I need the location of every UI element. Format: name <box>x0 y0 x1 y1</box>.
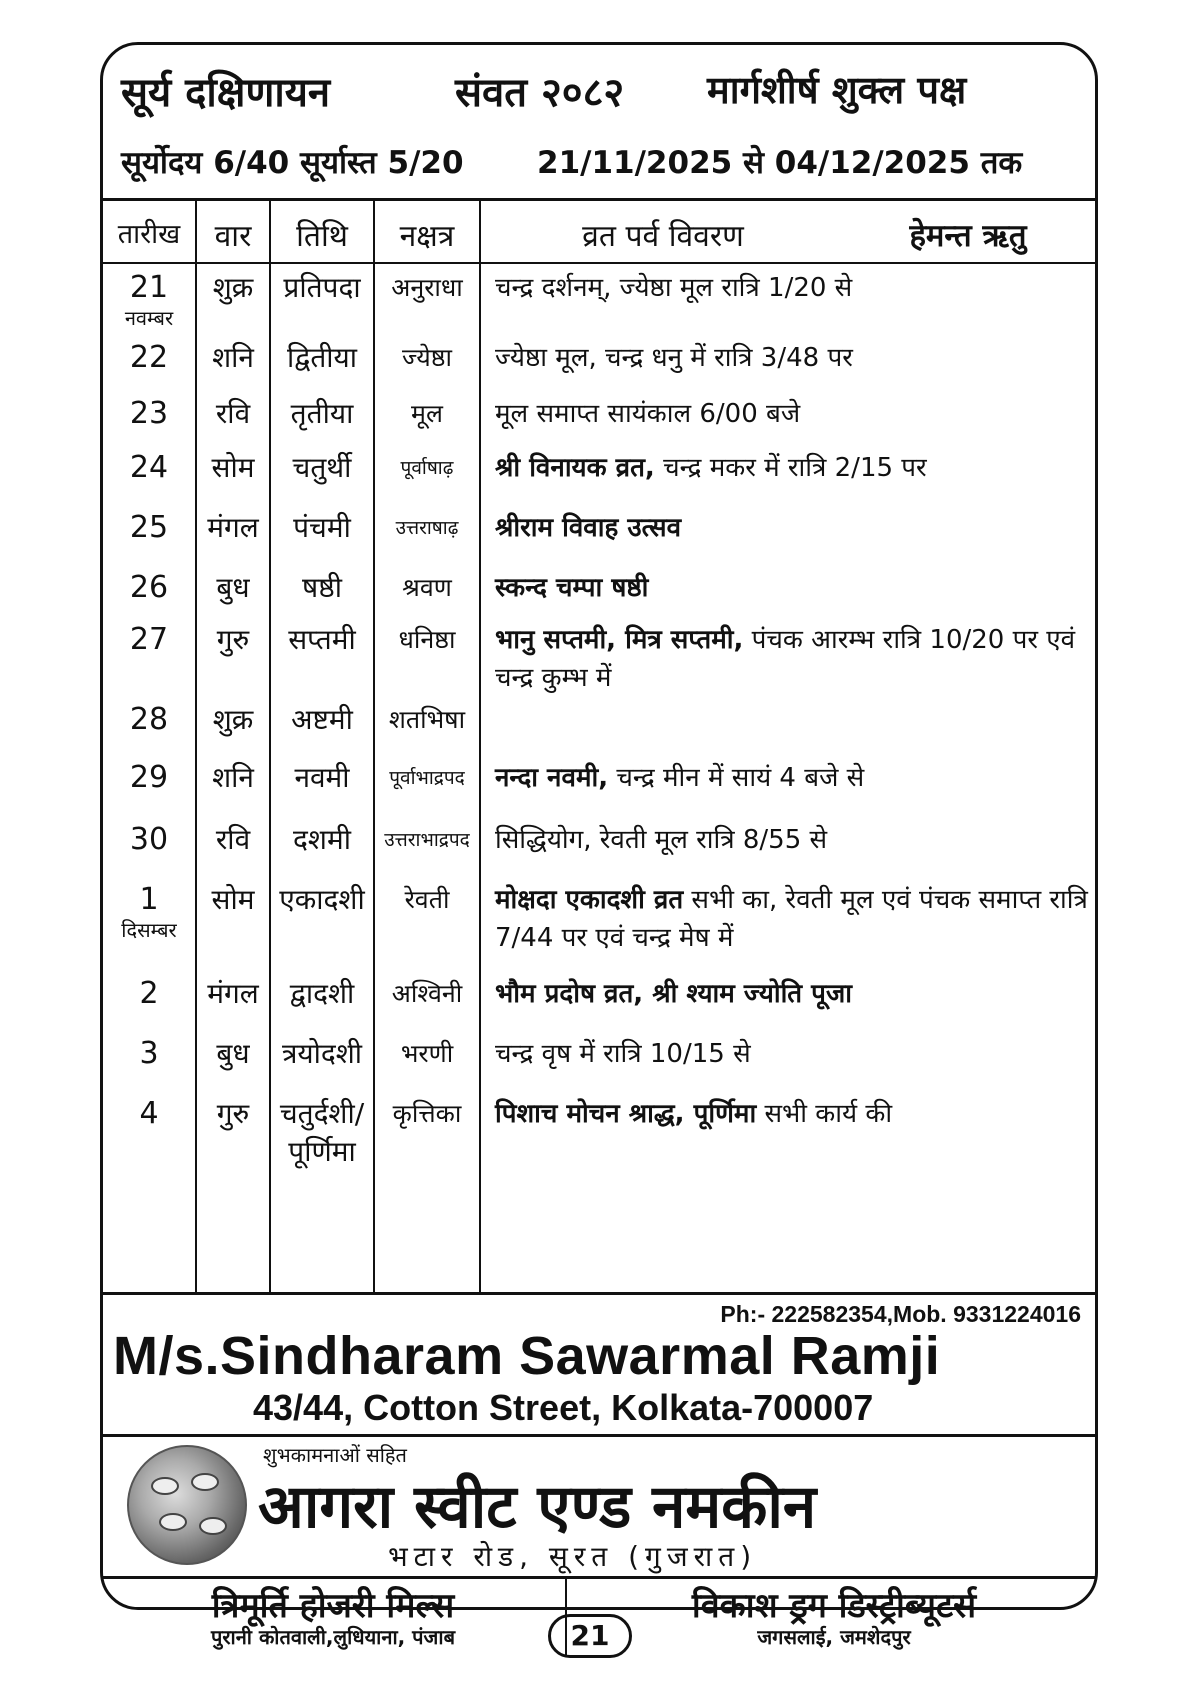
ad-sweet-name: आगरा स्वीट एण्ड नमकीन <box>258 1472 817 1542</box>
tithi-cell: नवमी <box>294 761 350 794</box>
masa-label: मार्गशीर्ष शुक्ल पक्ष <box>707 68 967 112</box>
nakshatra-cell: रेवती <box>404 885 450 914</box>
col-header-details: व्रत पर्व विवरण <box>582 219 744 254</box>
details-text: चन्द्र मीन में सायं 4 बजे से <box>608 763 865 793</box>
nakshatra-cell: मूल <box>411 399 443 428</box>
date-cell <box>103 975 195 1013</box>
var-cell: बुध <box>216 1037 250 1070</box>
date-range: 21/11/2025 से 04/12/2025 तक <box>537 145 1023 181</box>
var-cell: शुक्र <box>212 271 254 304</box>
details-cell <box>495 339 1095 377</box>
details-bold: भानु सप्तमी, मित्र सप्तमी, <box>495 625 744 655</box>
date-cell <box>103 269 195 329</box>
details-text: मूल समाप्त सायंकाल 6/00 बजे <box>495 399 801 429</box>
var-cell: गुरु <box>216 1097 250 1130</box>
ayan-label: सूर्य दक्षिणायन <box>121 70 331 116</box>
date-number: 30 <box>129 822 169 857</box>
ad-agra-sweet <box>103 1434 1095 1576</box>
details-cell <box>495 569 1095 607</box>
details-bold: पिशाच मोचन श्राद्ध, पूर्णिमा <box>495 1099 757 1129</box>
date-cell <box>103 509 195 547</box>
details-bold: श्रीराम विवाह उत्सव <box>495 513 682 543</box>
tithi-cell: प्रतिपदा <box>283 271 361 304</box>
column-divider <box>479 201 481 1292</box>
date-cell <box>103 821 195 859</box>
tithi-cell: पंचमी <box>293 511 351 544</box>
tithi-cell: चतुर्थी <box>292 451 352 484</box>
details-bold: श्री विनायक व्रत, <box>495 453 655 483</box>
month-label: नवम्बर <box>124 306 174 330</box>
var-cell: गुरु <box>216 623 250 656</box>
table-header-row <box>103 201 1095 264</box>
nakshatra-cell: भरणी <box>400 1039 454 1068</box>
col-header-tithi: तिथि <box>296 219 348 254</box>
details-cell <box>495 975 1095 1013</box>
details-text: सभी कार्य की <box>756 1099 893 1129</box>
date-number: 28 <box>129 702 169 737</box>
details-cell <box>495 395 1095 433</box>
nakshatra-cell: अनुराधा <box>391 273 463 302</box>
ad-phone: Ph:- 222582354,Mob. 9331224016 <box>720 1301 1081 1327</box>
date-cell <box>103 759 195 797</box>
date-cell <box>103 339 195 377</box>
details-bold: स्कन्द चम्पा षष्ठी <box>495 573 649 603</box>
ad-firm-name: M/s.Sindharam Sawarmal Ramji <box>113 1326 941 1386</box>
ad-address: 43/44, Cotton Street, Kolkata-700007 <box>253 1387 874 1428</box>
details-cell <box>495 1095 1095 1133</box>
details-bold: मोक्षदा एकादशी व्रत <box>495 885 684 915</box>
nakshatra-cell: ज्येष्ठा <box>401 343 452 372</box>
nakshatra-cell: शतभिषा <box>388 705 466 734</box>
details-bold: नन्दा नवमी, <box>495 763 609 793</box>
nakshatra-cell: अश्विनी <box>391 979 463 1008</box>
tithi-cell: षष्ठी <box>302 571 342 604</box>
month-label: दिसम्बर <box>121 918 177 942</box>
date-number: 29 <box>129 760 169 795</box>
details-cell <box>495 269 1095 307</box>
details-cell <box>495 881 1095 957</box>
details-text: चन्द्र मकर में रात्रि 2/15 पर <box>654 453 927 483</box>
tithi-cell: एकादशी <box>279 883 365 916</box>
ad-trimurti-address: पुरानी कोतवाली,लुधियाना, पंजाब <box>210 1625 455 1649</box>
sweets-photo <box>127 1445 247 1565</box>
tithi-cell: सप्तमी <box>288 623 356 656</box>
var-cell: रवि <box>215 397 251 430</box>
tithi-cell: अष्टमी <box>291 703 353 736</box>
var-cell: मंगल <box>207 977 259 1010</box>
date-number: 2 <box>139 976 159 1011</box>
date-number: 27 <box>129 622 169 657</box>
details-cell <box>495 1035 1095 1073</box>
panchang-table <box>103 198 1095 1292</box>
col-header-nakshatra: नक्षत्र <box>399 219 455 254</box>
page-number: 21 <box>548 1614 632 1658</box>
details-cell <box>495 509 1095 547</box>
date-cell <box>103 1095 195 1133</box>
ritu-label: हेमन्त ऋतु <box>909 218 1027 254</box>
details-bold: भौम प्रदोष व्रत, श्री श्याम ज्योति पूजा <box>495 979 852 1009</box>
nakshatra-cell: उत्तराषाढ़ <box>395 517 459 539</box>
date-cell <box>103 701 195 739</box>
var-cell: शनि <box>212 341 254 374</box>
sun-times: सूर्योदय 6/40 सूर्यास्त 5/20 <box>121 145 464 181</box>
ad-vikash-address: जगसलाई, जमशेदपुर <box>757 1625 911 1649</box>
tithi-cell: दशमी <box>293 823 351 856</box>
col-header-var: वार <box>214 219 252 254</box>
var-cell: सोम <box>211 451 255 484</box>
ad-trimurti-name: त्रिमूर्ति होजरी मिल्स <box>211 1586 455 1626</box>
date-number: 3 <box>139 1036 159 1071</box>
details-cell <box>495 449 1095 487</box>
date-number: 26 <box>129 570 169 605</box>
details-text: सभी का, रेवती मूल एवं पंचक समाप्त रात्रि 7/44 पर एवं चन्द्र मेष में <box>495 885 1088 953</box>
var-cell: बुध <box>216 571 250 604</box>
date-cell <box>103 881 195 941</box>
var-cell: शनि <box>212 761 254 794</box>
nakshatra-cell: पूर्वाषाढ़ <box>400 457 454 479</box>
details-text: ज्येष्ठा मूल, चन्द्र धनु में रात्रि 3/48 पर <box>495 343 853 373</box>
ad-vikash-name: विकाश ड्रग डिस्ट्रीब्यूटर्स <box>691 1586 977 1626</box>
tithi-cell: तृतीया <box>290 397 354 430</box>
date-cell <box>103 621 195 659</box>
date-number: 22 <box>129 340 169 375</box>
var-cell: मंगल <box>207 511 259 544</box>
date-cell <box>103 1035 195 1073</box>
ad-sweet-address: भटार रोड, सूरत (गुजरात) <box>388 1540 758 1573</box>
var-cell: सोम <box>211 883 255 916</box>
date-cell <box>103 449 195 487</box>
ad-wish-text: शुभकामनाओं सहित <box>263 1443 407 1467</box>
tithi-cell: द्वितीया <box>286 341 358 374</box>
tithi-cell: चतुर्दशी/ पूर्णिमा <box>279 1097 365 1168</box>
tithi-cell: द्वादशी <box>289 977 355 1010</box>
header-sub <box>103 127 1095 197</box>
tithi-cell: त्रयोदशी <box>281 1037 363 1070</box>
date-cell <box>103 569 195 607</box>
details-cell <box>495 821 1095 859</box>
details-cell <box>495 621 1095 697</box>
nakshatra-cell: कृत्तिका <box>392 1099 462 1128</box>
samvat-label: संवत २०८२ <box>455 70 625 116</box>
var-cell: शुक्र <box>212 703 254 736</box>
details-text: चन्द्र वृष में रात्रि 10/15 से <box>495 1039 751 1069</box>
var-cell: रवि <box>215 823 251 856</box>
date-number: 4 <box>139 1096 159 1131</box>
details-text: पंचक आरम्भ रात्रि 10/20 पर एवं चन्द्र कुम्भ में <box>495 625 1076 693</box>
date-number: 25 <box>129 510 169 545</box>
ad-sindharam <box>103 1292 1095 1434</box>
nakshatra-cell: उत्तराभाद्रपद <box>384 829 470 851</box>
nakshatra-cell: पूर्वाभाद्रपद <box>389 767 465 789</box>
date-number: 23 <box>129 396 169 431</box>
col-header-date: तारीख <box>117 219 181 250</box>
date-cell <box>103 395 195 433</box>
header-top <box>103 45 1095 127</box>
date-number: 21 <box>129 270 169 305</box>
details-text: सिद्धियोग, रेवती मूल रात्रि 8/55 से <box>495 825 828 855</box>
calendar-page-frame <box>100 42 1098 1649</box>
details-cell <box>495 759 1095 797</box>
nakshatra-cell: श्रवण <box>402 573 452 602</box>
details-text: चन्द्र दर्शनम्, ज्येष्ठा मूल रात्रि 1/20 से <box>495 273 853 303</box>
nakshatra-cell: धनिष्ठा <box>398 625 456 654</box>
date-number: 24 <box>129 450 169 485</box>
date-number: 1 <box>139 882 159 917</box>
